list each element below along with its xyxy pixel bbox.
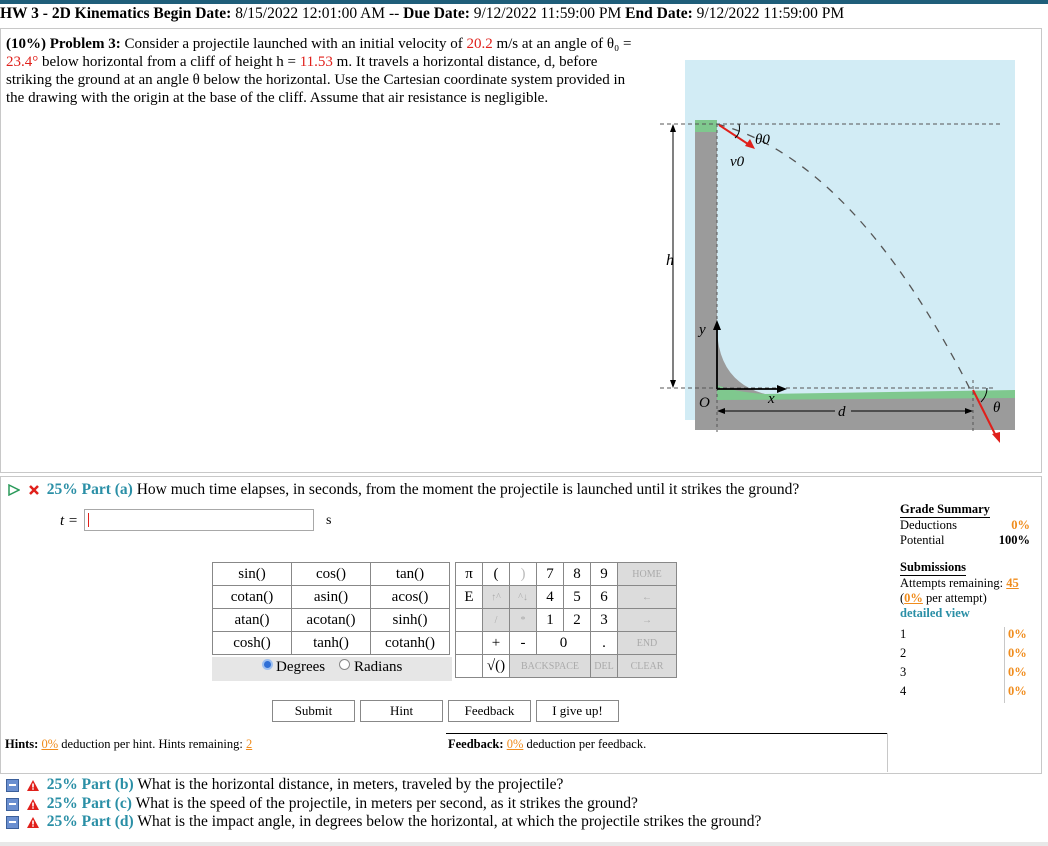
course-title: HW 3 - 2D Kinematics xyxy=(0,5,150,22)
submission-row xyxy=(900,665,1030,684)
key-3[interactable]: 3 xyxy=(591,609,618,632)
label-origin: O xyxy=(699,395,710,411)
warning-icon xyxy=(27,817,39,828)
backspace-button[interactable]: BACKSPACE xyxy=(510,655,591,678)
cliff-height-value: 11.53 xyxy=(299,54,333,70)
answer-variable-label: t = xyxy=(60,513,79,529)
potential-label: Potential xyxy=(900,533,945,547)
due-label: Due Date: xyxy=(403,5,470,22)
divide-button[interactable]: / xyxy=(483,609,510,632)
fn-sin-button[interactable]: sin() xyxy=(213,563,292,586)
cursor-left-button[interactable]: ← xyxy=(618,586,677,609)
fn-tanh-button[interactable]: tanh() xyxy=(292,632,371,655)
cursor-right-button[interactable]: → xyxy=(618,609,677,632)
radians-label: Radians xyxy=(354,659,403,675)
part-a-percent: 25% Part (a) xyxy=(46,481,133,498)
part-b-row[interactable] xyxy=(6,776,563,794)
problem-statement xyxy=(6,35,636,107)
hints-info xyxy=(5,737,252,752)
launch-angle-value: 23.4° xyxy=(6,54,39,70)
left-paren-button[interactable]: ( xyxy=(483,563,510,586)
multiply-button[interactable]: * xyxy=(510,609,537,632)
fn-cotanh-button[interactable]: cotanh() xyxy=(371,632,450,655)
fn-acotan-button[interactable]: acotan() xyxy=(292,609,371,632)
problem-title: Problem 3: xyxy=(49,36,121,52)
submission-row xyxy=(900,627,1030,646)
label-y: y xyxy=(699,322,706,338)
end-label: End Date: xyxy=(625,5,693,22)
deductions-value: 0% xyxy=(1011,518,1030,532)
hint-button[interactable]: Hint xyxy=(360,700,443,722)
radians-radio[interactable] xyxy=(339,659,350,670)
home-button[interactable]: HOME xyxy=(618,563,677,586)
warning-icon xyxy=(27,780,39,791)
key-8[interactable]: 8 xyxy=(564,563,591,586)
hints-remaining: 2 xyxy=(245,737,253,751)
due-date: 9/12/2022 11:59:00 PM xyxy=(473,5,622,22)
function-keypad xyxy=(212,562,450,655)
fn-acos-button[interactable]: acos() xyxy=(371,586,450,609)
fn-asin-button[interactable]: asin() xyxy=(292,586,371,609)
feedback-info xyxy=(448,737,646,752)
hints-text: deduction per hint. Hints remaining: xyxy=(61,737,243,751)
height-arrow-top xyxy=(670,124,676,132)
down-caret-button[interactable]: ^↓ xyxy=(510,586,537,609)
grade-summary: Grade Summary Deductions 0% Potential 100% Submissions Attempts remaining: 45 (0% per attempt) detailed view xyxy=(900,502,1030,620)
begin-label: Begin Date: xyxy=(153,5,232,22)
hints-deduction: 0% xyxy=(41,737,59,751)
attempts-remaining: 45 xyxy=(1006,576,1019,590)
potential-value: 100% xyxy=(998,533,1030,547)
attempts-label: Attempts remaining: xyxy=(900,576,1004,590)
up-caret-button[interactable]: ↑^ xyxy=(483,586,510,609)
answer-input[interactable] xyxy=(84,509,314,531)
submission-row xyxy=(900,646,1030,665)
submission-number: 1 xyxy=(900,627,907,641)
fn-cos-button[interactable]: cos() xyxy=(292,563,371,586)
submission-score: 0% xyxy=(1004,684,1030,703)
submission-row xyxy=(900,684,1030,703)
label-h: h xyxy=(666,252,674,269)
sqrt-button[interactable]: √() xyxy=(483,655,510,678)
part-d-question: What is the impact angle, in degrees below the horizontal, at which the projectile strikes the ground? xyxy=(137,813,762,830)
decimal-button[interactable]: . xyxy=(591,632,618,655)
fn-tan-button[interactable]: tan() xyxy=(371,563,450,586)
final-velocity-arrowhead xyxy=(992,432,1000,443)
submissions-title: Submissions xyxy=(900,560,967,574)
submission-score: 0% xyxy=(1004,646,1030,665)
key-7[interactable]: 7 xyxy=(537,563,564,586)
end-button[interactable]: END xyxy=(618,632,677,655)
answer-unit: s xyxy=(326,513,332,528)
blank-key xyxy=(456,632,483,655)
key-0[interactable]: 0 xyxy=(537,632,591,655)
expand-icon[interactable] xyxy=(6,798,19,811)
incorrect-x-icon xyxy=(28,484,40,496)
submission-number: 3 xyxy=(900,665,907,679)
numeric-keypad xyxy=(455,562,677,678)
key-4[interactable]: 4 xyxy=(537,586,564,609)
fn-atan-button[interactable]: atan() xyxy=(213,609,292,632)
clear-button[interactable]: CLEAR xyxy=(618,655,677,678)
hints-label: Hints: xyxy=(5,737,39,751)
pi-button[interactable]: π xyxy=(456,563,483,586)
cliff-face xyxy=(695,122,717,430)
label-v0: v0 xyxy=(730,154,745,170)
submission-number: 2 xyxy=(900,646,907,660)
label-x: x xyxy=(768,391,775,407)
footer-strip xyxy=(0,842,1048,846)
delete-button[interactable]: DEL xyxy=(591,655,618,678)
degrees-radio[interactable] xyxy=(262,659,273,670)
cliff-top-grass xyxy=(695,120,717,132)
fn-cosh-button[interactable]: cosh() xyxy=(213,632,292,655)
text-cursor xyxy=(88,513,89,527)
blank-key xyxy=(456,655,483,678)
sky-background xyxy=(685,60,1015,420)
feedback-deduction: 0% xyxy=(506,737,524,751)
give-up-button[interactable]: I give up! xyxy=(536,700,619,722)
key-2[interactable]: 2 xyxy=(564,609,591,632)
problem-text-2: m/s at an angle of θ₀ = xyxy=(496,36,632,52)
submit-button[interactable]: Submit xyxy=(272,700,355,722)
submission-score: 0% xyxy=(1004,627,1030,646)
label-theta: θ xyxy=(993,400,1001,416)
begin-date: 8/15/2022 12:01:00 AM -- xyxy=(235,5,400,22)
grade-summary-title: Grade Summary xyxy=(900,502,990,516)
label-d: d xyxy=(838,404,846,420)
part-c-question: What is the speed of the projectile, in meters per second, as it strikes the ground? xyxy=(135,795,638,812)
feedback-button[interactable]: Feedback xyxy=(448,700,531,722)
submission-number: 4 xyxy=(900,684,907,698)
part-c-row[interactable] xyxy=(6,795,638,813)
right-paren-button[interactable]: ) xyxy=(510,563,537,586)
part-a-question: How much time elapses, in seconds, from the moment the projectile is launched until it strikes the ground? xyxy=(136,481,800,498)
angle-mode-row xyxy=(212,657,452,681)
submission-list xyxy=(900,627,1030,703)
initial-velocity-value: 20.2 xyxy=(466,36,493,52)
part-c-percent: 25% Part (c) xyxy=(46,795,132,812)
key-9[interactable]: 9 xyxy=(591,563,618,586)
problem-text-4: m. It travels a horizontal distance, d, before striking the ground at an angle θ below the horizontal. Use the Cartesian coordinate system provided in the drawing with the origin at the base of the cliff. Assume that air resistance is negligible. xyxy=(6,54,626,106)
part-b-percent: 25% Part (b) xyxy=(46,776,134,793)
problem-weight: (10%) xyxy=(6,36,46,52)
problem-text-3: below horizontal from a cliff of height h = xyxy=(42,54,296,70)
assignment-header xyxy=(0,4,1048,24)
feedback-box-edge xyxy=(887,733,888,772)
part-d-row[interactable] xyxy=(6,813,761,831)
e-button[interactable]: E xyxy=(456,586,483,609)
problem-text-1: Consider a projectile launched with an initial velocity of xyxy=(124,36,463,52)
feedback-text: deduction per feedback. xyxy=(526,737,647,751)
expand-icon[interactable] xyxy=(6,779,19,792)
warning-icon xyxy=(27,799,39,810)
degrees-label: Degrees xyxy=(276,659,326,675)
feedback-label: Feedback: xyxy=(448,737,504,751)
end-date: 9/12/2022 11:59:00 PM xyxy=(696,5,845,22)
minus-button[interactable]: - xyxy=(510,632,537,655)
key-1[interactable]: 1 xyxy=(537,609,564,632)
plus-button[interactable]: + xyxy=(483,632,510,655)
part-a-title xyxy=(8,481,799,499)
blank-key xyxy=(456,609,483,632)
expand-icon[interactable] xyxy=(6,816,19,829)
label-theta0: θ0 xyxy=(755,132,770,148)
height-arrow-bottom xyxy=(670,380,676,388)
fn-sinh-button[interactable]: sinh() xyxy=(371,609,450,632)
fn-cotan-button[interactable]: cotan() xyxy=(213,586,292,609)
per-attempt-pct: 0% xyxy=(904,591,923,605)
expand-triangle-icon[interactable] xyxy=(8,484,20,496)
feedback-divider xyxy=(446,733,888,734)
projectile-diagram xyxy=(655,60,1020,450)
deductions-label: Deductions xyxy=(900,518,957,532)
part-d-percent: 25% Part (d) xyxy=(46,813,134,830)
part-b-question: What is the horizontal distance, in meters, traveled by the projectile? xyxy=(137,776,564,793)
submission-score: 0% xyxy=(1004,665,1030,684)
key-6[interactable]: 6 xyxy=(591,586,618,609)
key-5[interactable]: 5 xyxy=(564,586,591,609)
per-attempt-text: per attempt) xyxy=(926,591,987,605)
detailed-view-link[interactable]: detailed view xyxy=(900,606,970,620)
